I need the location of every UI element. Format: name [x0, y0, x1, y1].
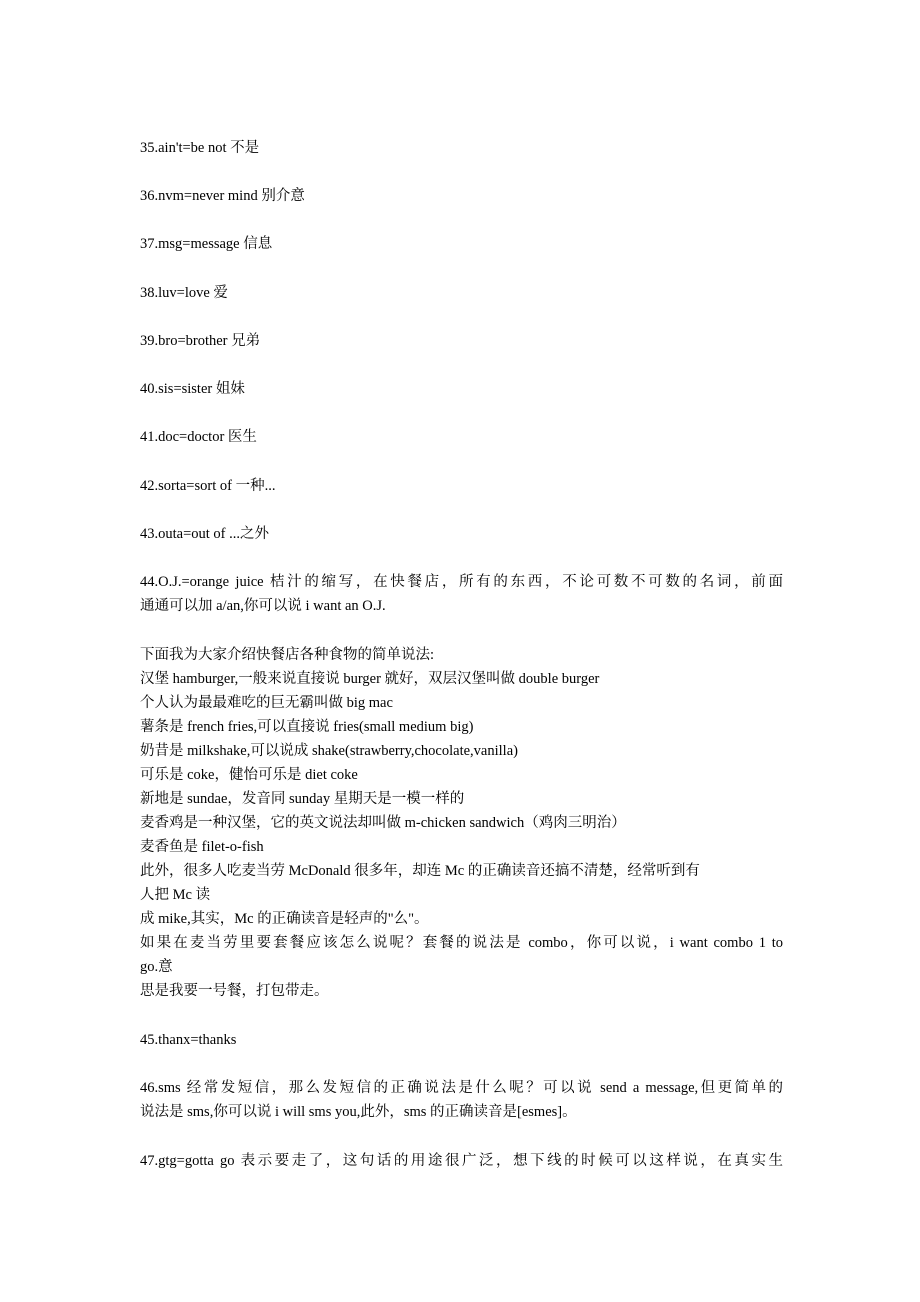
item-44-line-1: 44.O.J.=orange juice 桔汁的缩写，在快餐店，所有的东西，不论可数不可数的名词，前面 — [140, 574, 783, 590]
item-44-line-2: 通通可以加 a/an,你可以说 i want an O.J. — [140, 598, 386, 614]
fastfood-line: 如果在麦当劳里要套餐应该怎么说呢？套餐的说法是 combo，你可以说，i want combo 1 to — [140, 935, 783, 951]
fastfood-line: 汉堡 hamburger,一般来说直接说 burger 就好，双层汉堡叫做 double burger — [140, 671, 600, 687]
fastfood-line: 薯条是 french fries,可以直接说 fries(small medium big) — [140, 719, 474, 735]
item-46-line-2: 说法是 sms,你可以说 i will sms you,此外，sms 的正确读音是[esmes]。 — [140, 1104, 577, 1120]
fastfood-line: 新地是 sundae，发音同 sunday 星期天是一模一样的 — [140, 791, 465, 807]
fastfood-line: 人把 Mc 读 — [140, 887, 211, 903]
abbrev-43: 43.outa=out of ...之外 — [140, 526, 269, 542]
abbrev-35: 35.ain't=be not 不是 — [140, 140, 260, 156]
abbrev-37: 37.msg=message 信息 — [140, 236, 273, 252]
abbrev-41: 41.doc=doctor 医生 — [140, 429, 257, 445]
abbrev-42: 42.sorta=sort of 一种... — [140, 478, 276, 494]
fastfood-line: go.意 — [140, 959, 173, 975]
item-47-line-1: 47.gtg=gotta go 表示要走了，这句话的用途很广泛，想下线的时候可以这样说，在真实生 — [140, 1153, 783, 1169]
abbrev-36: 36.nvm=never mind 别介意 — [140, 188, 305, 204]
abbrev-40: 40.sis=sister 姐妹 — [140, 381, 245, 397]
fastfood-line: 个人认为最最难吃的巨无霸叫做 big mac — [140, 695, 393, 711]
item-46-line-1: 46.sms 经常发短信，那么发短信的正确说法是什么呢？可以说 send a message,但更简单的 — [140, 1080, 783, 1096]
fastfood-line: 麦香鸡是一种汉堡，它的英文说法却叫做 m-chicken sandwich（鸡肉三明治） — [140, 815, 626, 831]
item-45: 45.thanx=thanks — [140, 1032, 237, 1048]
fastfood-line: 麦香鱼是 filet-o-fish — [140, 839, 264, 855]
abbrev-39: 39.bro=brother 兄弟 — [140, 333, 261, 349]
abbrev-38: 38.luv=love 爱 — [140, 285, 228, 301]
fastfood-line: 可乐是 coke，健怡可乐是 diet coke — [140, 767, 358, 783]
fastfood-line: 奶昔是 milkshake,可以说成 shake(strawberry,chocolate,vanilla) — [140, 743, 518, 759]
fastfood-intro: 下面我为大家介绍快餐店各种食物的简单说法: — [140, 647, 435, 663]
fastfood-line: 此外，很多人吃麦当劳 McDonald 很多年，却连 Mc 的正确读音还搞不清楚，经常听到有 — [140, 863, 700, 879]
fastfood-line: 思是我要一号餐，打包带走。 — [140, 983, 329, 999]
fastfood-line: 成 mike,其实，Mc 的正确读音是轻声的"么"。 — [140, 911, 429, 927]
